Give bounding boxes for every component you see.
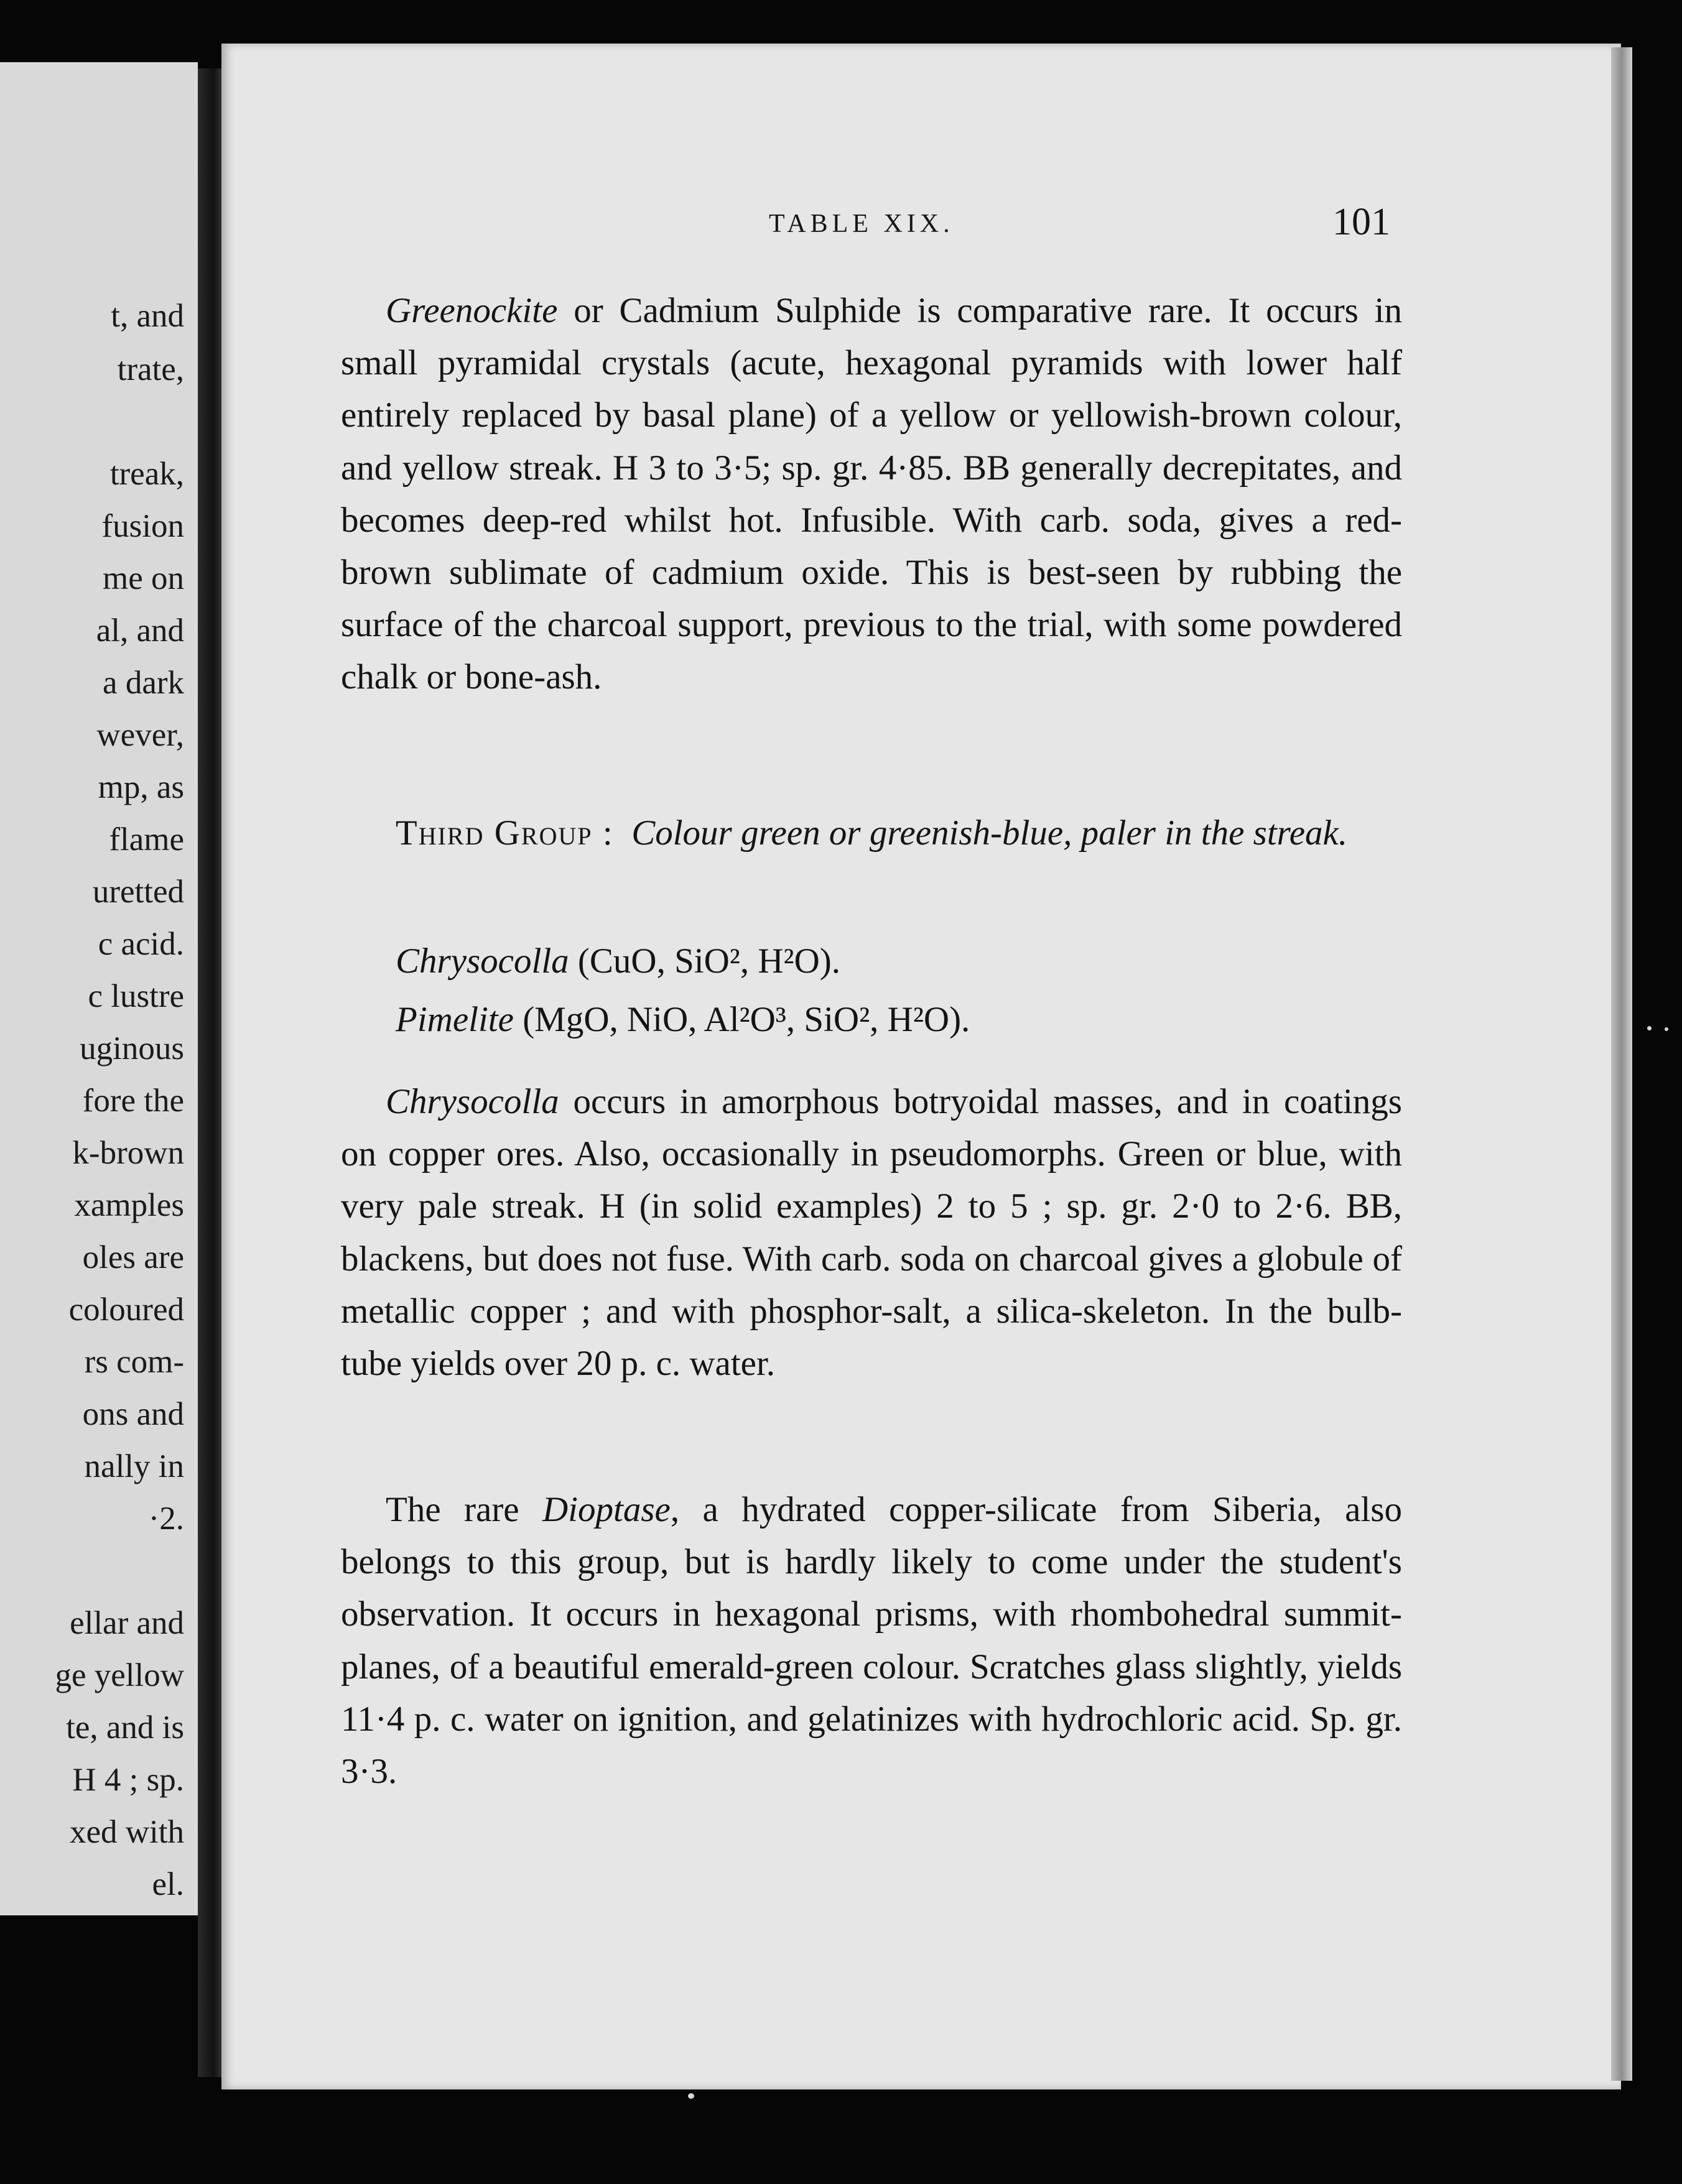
scan-speck: [1647, 1026, 1652, 1030]
left-facing-page: [0, 62, 198, 1915]
left-page-line: xamples: [74, 1187, 184, 1223]
mineral-formula-line: [396, 935, 840, 988]
page-edge: [1611, 47, 1632, 2081]
left-page-line: nally in: [84, 1448, 184, 1484]
mineral-formula: (CuO, SiO², H²O).: [569, 942, 841, 981]
left-page-line: ·2.: [148, 1501, 184, 1537]
left-page-line: fusion: [101, 508, 184, 544]
group-label: Third Group :: [395, 813, 614, 853]
left-page-line: ons and: [82, 1396, 184, 1432]
paragraph-greenockite: [341, 285, 1402, 704]
left-page-line: treak,: [109, 456, 184, 492]
scan-speck: [1665, 1027, 1668, 1031]
left-page-line: flame: [109, 821, 184, 858]
left-page-line: a dark: [103, 665, 184, 701]
group-description: Colour green or greenish-blue, paler in the streak.: [631, 813, 1348, 853]
left-page-line: c acid.: [98, 926, 184, 962]
group-heading: [341, 807, 1402, 859]
paragraph-text: occurs in amorphous botryoidal masses, and in coatings on copper ores. Also, occasionally in pseudomorphs. Green or blue, with very pale streak. H (in solid examples) 2 to 5 ; sp. gr. 2·0 to 2·6. BB, blackens, but does not fuse. With carb. soda on charcoal gives a globule of metallic copper ; and with phosphor-salt, a silica-skeleton. In the bulb-tube yields over 20 p. c. water.: [341, 1082, 1402, 1384]
left-page-line: H 4 ; sp.: [72, 1762, 184, 1798]
left-page-line: ellar and: [70, 1605, 184, 1641]
left-page-line: coloured: [68, 1292, 184, 1328]
left-page-line: oles are: [82, 1239, 184, 1275]
running-head: TABLE XIX.: [769, 210, 954, 238]
mineral-name: Chrysocolla: [396, 942, 569, 981]
mineral-name-dioptase: Dioptase: [542, 1490, 671, 1529]
mineral-name-chrysocolla: Chrysocolla: [386, 1082, 559, 1121]
left-page-line: uretted: [92, 874, 184, 910]
left-page-line: trate,: [117, 351, 184, 387]
left-page-line: al, and: [96, 613, 184, 649]
left-page-line: k-brown: [72, 1135, 184, 1171]
mineral-formula: (MgO, NiO, Al²O³, SiO², H²O).: [513, 1000, 970, 1039]
scan-speck: [688, 2093, 694, 2099]
left-page-line: el.: [152, 1866, 184, 1902]
left-page-line: me on: [103, 560, 184, 596]
mineral-name-greenockite: Greenockite: [386, 291, 558, 330]
left-page-line: te, and is: [66, 1710, 184, 1746]
mineral-name: Pimelite: [396, 1000, 514, 1039]
left-page-line: ge yellow: [55, 1657, 184, 1693]
left-page-line: c lustre: [88, 978, 184, 1014]
paragraph-text: , a hydrated copper-silicate from Siberia, also belongs to this group, but is hardly likely to come under the student's observation. It occurs in hexagonal prisms, with rhombohedral summit-planes, of a beautiful emerald-green colour. Scratches glass slightly, yields 11·4 p. c. water on ignition, and gelatinizes with hydrochloric acid. Sp. gr. 3·3.: [341, 1490, 1402, 1792]
left-page-line: uginous: [80, 1030, 184, 1067]
left-page-line: t, and: [111, 298, 184, 334]
left-page-line: fore the: [82, 1083, 184, 1119]
paragraph-intro: The rare: [386, 1490, 543, 1529]
book-gutter: [198, 68, 224, 2077]
mineral-formula-line: [396, 994, 970, 1046]
page-number: 101: [1332, 201, 1390, 243]
paragraph-dioptase: [341, 1484, 1402, 1798]
paragraph-chrysocolla: [341, 1076, 1402, 1390]
left-page-line: mp, as: [98, 769, 184, 805]
left-page-line: xed with: [70, 1814, 184, 1850]
left-page-line: rs com-: [84, 1344, 184, 1380]
left-page-line: wever,: [96, 717, 184, 753]
paragraph-text: or Cadmium Sulphide is comparative rare. It occurs in small pyramidal crystals (acute, hexagonal pyramids with lower half entirely replaced by basal plane) of a yellow or yellowish-brown colour, and yellow streak. H 3 to 3·5; sp. gr. 4·85. BB generally decrepitates, and becomes deep-red whilst hot. Infusible. With carb. soda, gives a red-brown sublimate of cadmium oxide. This is best-seen by rubbing the surface of the charcoal support, previous to the trial, with some powdered chalk or bone-ash.: [341, 291, 1402, 697]
